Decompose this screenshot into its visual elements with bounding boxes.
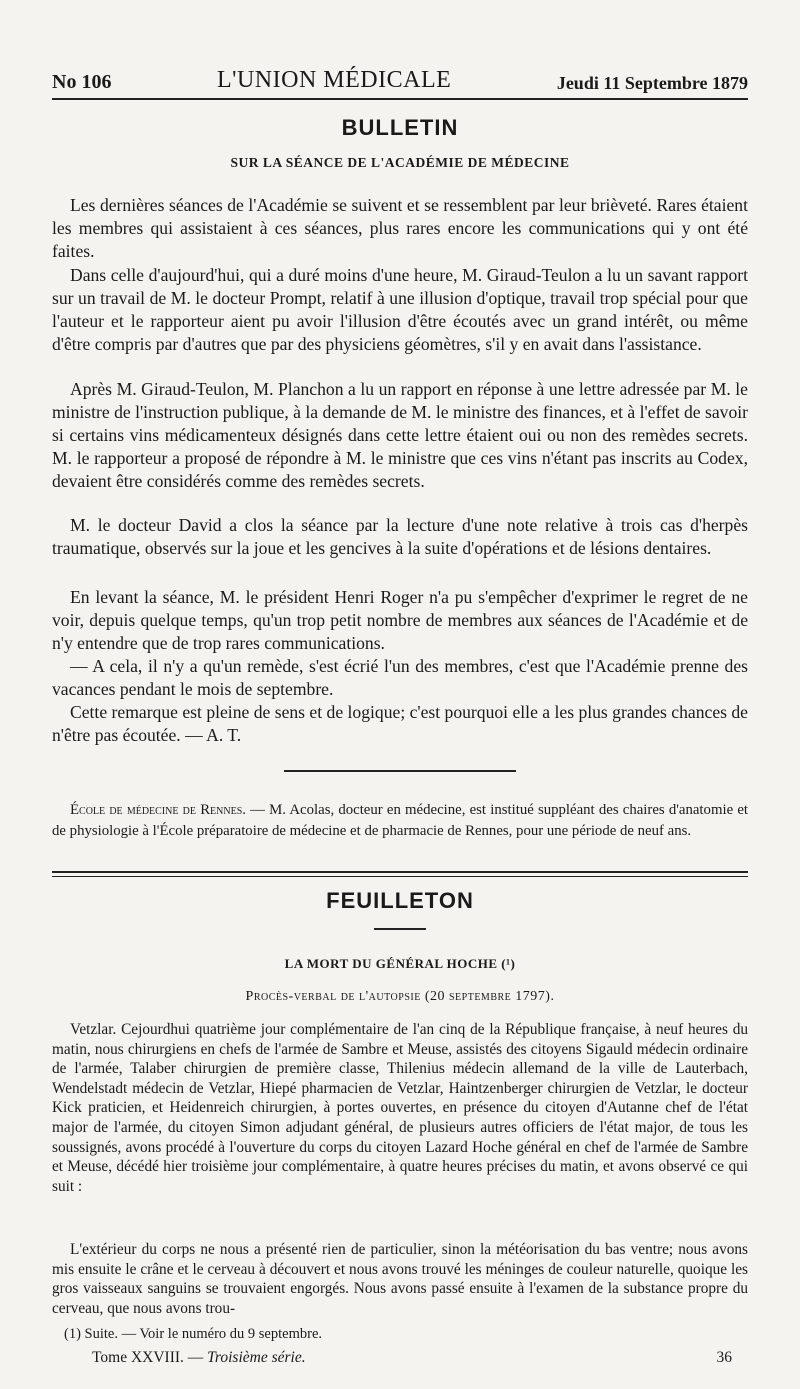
feuilleton-subtitle: LA MORT DU GÉNÉRAL HOCHE (¹) [284, 956, 516, 971]
bulletin-paragraph: Après M. Giraud-Teulon, M. Planchon a lu un rapport en réponse à une lettre adressée par M. le ministre de l'instruction publique, à la demande de M. le ministre des finances, et à l'effet de savoir si certains vins médicamenteux désignés dans cette lettre étaient oui ou non des remèdes secrets. M. le rapporteur a proposé de répondre à M. le ministre que ces vins n'étant pas inscrits au Codex, devaient être considérés comme des remèdes secrets. [52, 379, 748, 492]
bulletin-paragraph: — A cela, il n'y a qu'un remède, s'est écrié l'un des membres, c'est que l'Académie prenne des vacances pendant le mois de septembre. [52, 656, 748, 700]
footer-tome: Tome XXVIII. — [92, 1349, 208, 1366]
newspaper-page [52, 0, 748, 1389]
masthead [52, 60, 748, 94]
bulletin-title: BULLETIN [341, 115, 459, 140]
bulletin-paragraph: En levant la séance, M. le président Henri Roger n'a pu s'empêcher d'exprimer le regret de ne voir, depuis quelque temps, qu'un trop petit nombre de membres aux séances de l'Académie et de n'y entendre que de trop rares communications. [52, 587, 748, 654]
footer-volume [92, 1349, 306, 1367]
journal-title: L'UNION MÉDICALE [216, 67, 452, 93]
feuilleton-divider [374, 928, 426, 930]
bulletin-paragraph: Les dernières séances de l'Académie se suivent et se ressemblent par leur brièveté. Rares étaient les membres qui assistaient à ces séances, plus rares encore les communications qui y ont été faites. [52, 195, 748, 262]
page-footer [92, 1349, 732, 1371]
section-divider [284, 770, 516, 772]
bulletin-subtitle: SUR LA SÉANCE DE L'ACADÉMIE DE MÉDECINE [230, 155, 570, 170]
bulletin-paragraph: M. le docteur David a clos la séance par la lecture d'une note relative à trois cas d'herpès traumatique, observés sur la joue et les gencives à la suite d'opérations et de lésions dentaires. [52, 515, 748, 559]
footnote: (1) Suite. — Voir le numéro du 9 septembre. [64, 1326, 323, 1342]
issue-date: Jeudi 11 Septembre 1879 [556, 73, 748, 93]
school-notice-lead: École de médecine de Rennes. [70, 802, 246, 818]
feuilleton-subsubtitle: Procès-verbal de l'autopsie (20 septembre 1797). [245, 989, 555, 1004]
bulletin-paragraph: Cette remarque est pleine de sens et de logique; c'est pourquoi elle a les plus grandes chances de n'être pas écoutée. — A. T. [52, 702, 748, 746]
school-notice-text: — M. Acolas, docteur en médecine, est institué suppléant des chaires d'anatomie et de physiologie à l'École préparatoire de médecine et de pharmacie de Rennes, pour une période de neuf ans. [52, 802, 748, 839]
masthead-rule [52, 98, 748, 100]
feuilleton-paragraph: L'extérieur du corps ne nous a présenté rien de particulier, sinon la météorisation du bas ventre; nous avons mis ensuite le crâne et le cerveau à découvert et nous avons trouvé les méninges de couleur naturelle, quoique les gros vaisseaux sanguins se trouvaient engorgés. Nous avons passé ensuite à l'examen de la substance propre du cerveau, que nous avons trou- [52, 1241, 748, 1317]
feuilleton-title: FEUILLETON [326, 888, 474, 913]
feuilleton-paragraph: Vetzlar. Cejourdhui quatrième jour complémentaire de l'an cinq de la République française, à neuf heures du matin, nous chirurgiens en chefs de l'armée de Sambre et Meuse, assistés des citoyens Sigauld médecin ordinaire de l'armée, Talaber chirurgien de première classe, Thilenius médecin allemand de la ville de Lauterbach, Wendelstadt médecin de Vetzlar, Hiepé pharmacien de Vetzlar, Haintzenberger chirurgien de Vetzlar, le docteur Kick praticien, et Heidenreich chirurgien, à portes ouvertes, en présence du citoyen d'Autanne chef de l'état major de l'armée, du citoyen Simon adjudant général, de plusieurs autres officiers de l'état major, de tous les soussignés, avons procédé à l'ouverture du corps du citoyen Lazard Hoche général en chef de l'armée de Sambre et Meuse, décédé hier troisième jour complémentaire, à quatre heures précises du matin, et avons observé ce qui suit : [52, 1021, 748, 1195]
feuilleton-rule-top [52, 871, 748, 873]
page-number: 36 [716, 1349, 732, 1366]
issue-number: No 106 [52, 71, 112, 93]
footer-serie: Troisième série. [207, 1349, 306, 1366]
bulletin-paragraph: Dans celle d'aujourd'hui, qui a duré moins d'une heure, M. Giraud-Teulon a lu un savant rapport sur un travail de M. le docteur Prompt, relatif à une illusion d'optique, travail trop spécial pour que l'auteur et le rapporteur aient pu avoir l'illusion d'être écoutés avec un grand intérêt, ou même d'être compris par d'autres que par des physiciens géomètres, s'il y en avait dans l'assistance. [52, 265, 748, 355]
school-notice [52, 800, 748, 841]
feuilleton-rule-bottom [52, 876, 748, 877]
